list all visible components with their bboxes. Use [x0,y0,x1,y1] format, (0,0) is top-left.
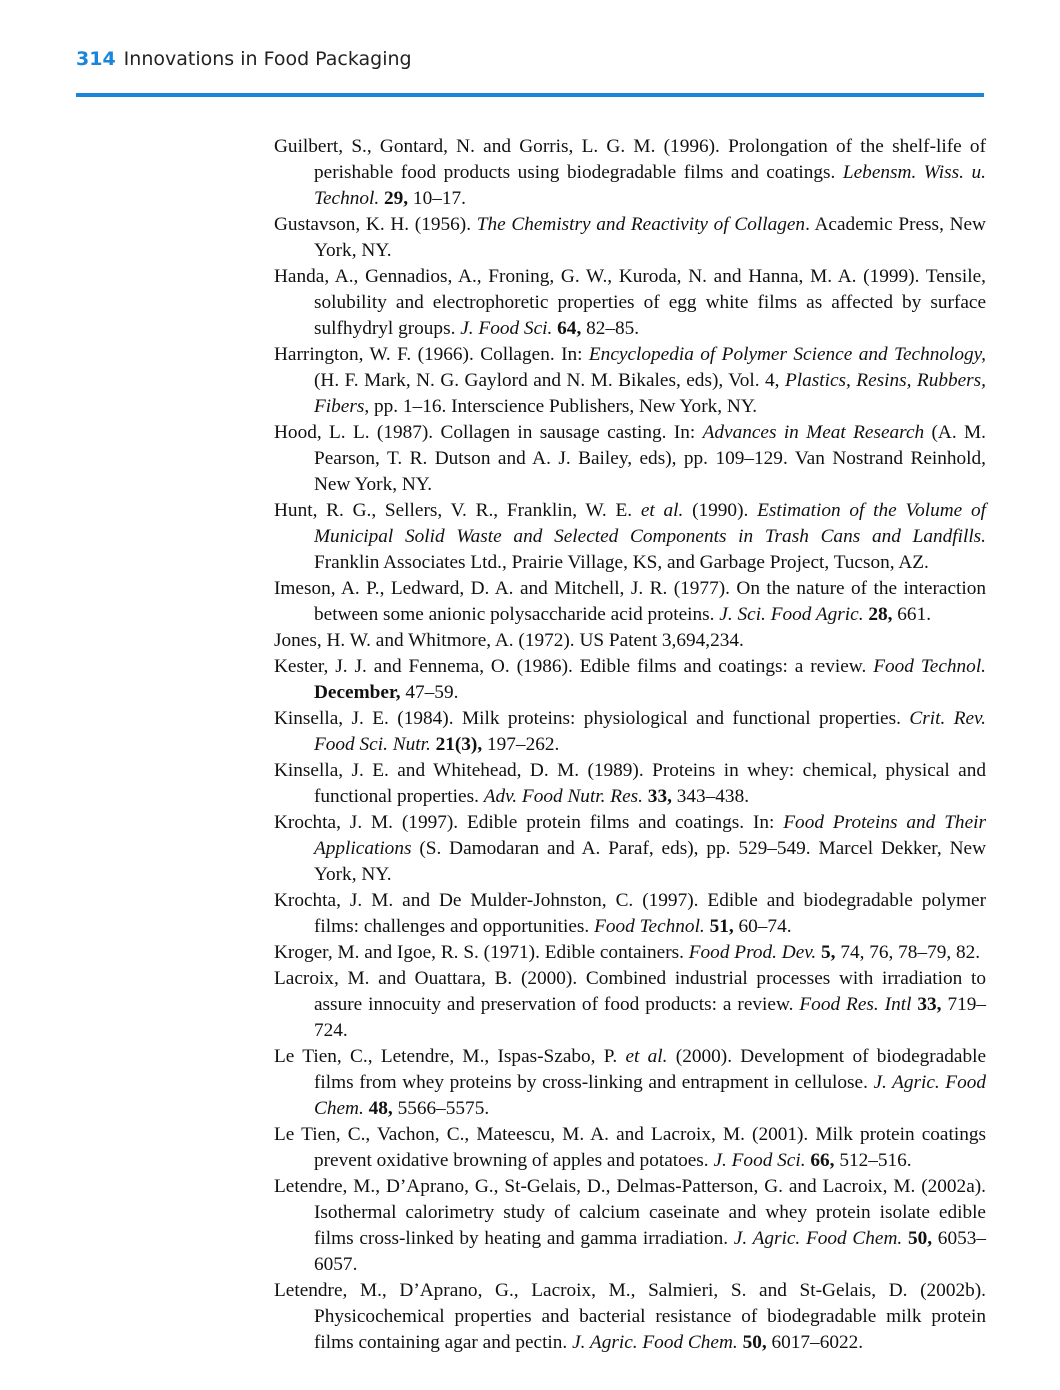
reference-text: Letendre, M., D’Aprano, G., Lacroix, M., Salmieri, S. and St-Gelais, D. (2002b). Physicochemical properties and bacterial resistance of biodegradable milk protein films containing agar and pectin. [274,1280,986,1353]
reference-text: Harrington, W. F. (1966). Collagen. In: [274,344,589,365]
reference-volume: 48, [368,1098,393,1119]
reference-text: Handa, A., Gennadios, A., Froning, G. W., Kuroda, N. and Hanna, M. A. (1999). Tensile, solubility and electrophoretic properties of egg white films as affected by surface sulfhydryl groups. [274,266,986,339]
page-number: 314 [76,48,116,70]
reference-text: (A. M. Pearson, T. R. Dutson and A. J. Bailey, eds), pp. 109–129. Van Nostrand Reinhold, New York, NY. [314,422,986,495]
reference-text: 47–59. [400,682,459,703]
reference-entry [274,628,986,654]
reference-volume: 29, [384,188,409,209]
reference-italic-text: Adv. Food Nutr. Res. [483,786,643,807]
reference-entry [274,966,986,1044]
reference-entry [274,264,986,342]
reference-entry [274,706,986,758]
reference-italic-text: Food Technol. [873,656,986,677]
reference-italic-text: Food Prod. Dev. [688,942,817,963]
reference-volume: 5, [821,942,836,963]
reference-entry [274,576,986,628]
reference-list [274,134,986,1356]
reference-italic-text: J. Food Sci. [713,1150,806,1171]
reference-italic-text: Food Technol. [594,916,705,937]
reference-italic-text: J. Agric. Food Chem. [572,1332,738,1353]
reference-text: 512–516. [834,1150,912,1171]
reference-entry [274,1122,986,1174]
reference-entry [274,1044,986,1122]
reference-text: Imeson, A. P., Ledward, D. A. and Mitchell, J. R. (1977). On the nature of the interaction between some anionic polysaccharide acid proteins. [274,578,986,625]
reference-text: (H. F. Mark, N. G. Gaylord and N. M. Bikales, eds), Vol. 4, [314,370,785,391]
reference-text: 5566–5575. [392,1098,490,1119]
reference-italic-text: J. Sci. Food Agric. [719,604,864,625]
book-title: Innovations in Food Packaging [123,48,412,70]
reference-text: 6017–6022. [766,1332,864,1353]
reference-text: . Academic Press, New York, NY. [314,214,986,261]
reference-text: 6053–6057. [314,1228,987,1275]
running-header [76,48,412,70]
reference-text: (S. Damodaran and A. Paraf, eds), pp. 529–549. Marcel Dekker, New York, NY. [314,838,986,885]
reference-text: Kinsella, J. E. (1984). Milk proteins: physiological and functional properties. [274,708,910,729]
reference-italic-text: Estimation of the Volume of Municipal Solid Waste and Selected Components in Trash Cans and Landfills. [314,500,986,547]
reference-volume: December, [314,682,401,703]
reference-text: (2000). Development of biodegradable films from whey proteins by cross-linking and entrapment in cellulose. [314,1046,987,1093]
reference-italic-text: Food Res. Intl [799,994,912,1015]
reference-text: 60–74. [733,916,792,937]
reference-italic-text: Food Proteins and Their Applications [314,812,986,859]
reference-volume: 64, [557,318,582,339]
reference-volume: 50, [742,1332,767,1353]
reference-text: Jones, H. W. and Whitmore, A. (1972). US Patent 3,694,234. [274,630,744,651]
reference-entry [274,1278,986,1356]
reference-text: 74, 76, 78–79, 82. [835,942,981,963]
reference-text: Hunt, R. G., Sellers, V. R., Franklin, W. E. [274,500,641,521]
reference-entry [274,888,986,940]
reference-entry [274,1174,986,1278]
reference-text: Kroger, M. and Igoe, R. S. (1971). Edible containers. [274,942,689,963]
reference-italic-text: Advances in Meat Research [702,422,925,443]
reference-volume: 28, [868,604,893,625]
reference-entry [274,758,986,810]
reference-volume: 33, [647,786,672,807]
reference-italic-text: J. Agric. Food Chem. [733,1228,903,1249]
reference-text: Letendre, M., D’Aprano, G., St-Gelais, D., Delmas-Patterson, G. and Lacroix, M. (2002a). Isothermal calorimetry study of calcium caseinate and whey protein isolate edible films cross-linked by heating and gamma irradiation. [274,1176,986,1249]
reference-volume: 33, [917,994,942,1015]
reference-text: (1990). [683,500,758,521]
reference-text: 197–262. [482,734,560,755]
reference-text: Lacroix, M. and Ouattara, B. (2000). Combined industrial processes with irradiation to assure innocuity and preservation of food products: a review. [274,968,986,1015]
reference-italic-text: J. Food Sci. [460,318,553,339]
reference-text: Krochta, J. M. and De Mulder-Johnston, C. (1997). Edible and biodegradable polymer films: challenges and opportunities. [274,890,986,937]
reference-text: 82–85. [581,318,640,339]
reference-italic-text: et al. [640,500,684,521]
reference-volume: 21(3), [435,734,483,755]
reference-text: Kester, J. J. and Fennema, O. (1986). Edible films and coatings: a review. [274,656,874,677]
reference-text: Gustavson, K. H. (1956). [274,214,477,235]
header-rule [76,93,984,97]
reference-text: , pp. 1–16. Interscience Publishers, New York, NY. [364,396,758,417]
reference-text: 719–724. [314,994,987,1041]
reference-volume: 51, [709,916,734,937]
reference-italic-text: Lebensm. Wiss. u. Technol. [314,162,986,209]
reference-entry [274,498,986,576]
reference-entry [274,654,986,706]
reference-entry [274,940,986,966]
reference-text: Hood, L. L. (1987). Collagen in sausage casting. In: [274,422,703,443]
reference-text: 343–438. [671,786,750,807]
reference-italic-text: Plastics, Resins, Rubbers, Fibers [314,370,986,417]
reference-text: Guilbert, S., Gontard, N. and Gorris, L. G. M. (1996). Prolongation of the shelf-life of perishable food products using biodegradable films and coatings. [274,136,986,183]
reference-text: Franklin Associates Ltd., Prairie Village, KS, and Garbage Project, Tucson, AZ. [314,552,929,573]
reference-volume: 50, [907,1228,933,1249]
reference-italic-text: et al. [625,1046,668,1067]
reference-volume: 66, [810,1150,835,1171]
reference-text: Le Tien, C., Vachon, C., Mateescu, M. A. and Lacroix, M. (2001). Milk protein coatings prevent oxidative browning of apples and potatoes. [274,1124,986,1171]
reference-text: 661. [892,604,932,625]
reference-italic-text: J. Agric. Food Chem. [314,1072,987,1119]
reference-italic-text: The Chemistry and Reactivity of Collagen [476,214,806,235]
reference-italic-text: Crit. Rev. Food Sci. Nutr. [314,708,986,755]
reference-entry [274,134,986,212]
reference-entry [274,212,986,264]
reference-entry [274,420,986,498]
reference-text: Le Tien, C., Letendre, M., Ispas-Szabo, P. [274,1046,626,1067]
reference-text: Kinsella, J. E. and Whitehead, D. M. (1989). Proteins in whey: chemical, physical and functional properties. [274,760,986,807]
reference-text: Krochta, J. M. (1997). Edible protein films and coatings. In: [274,812,784,833]
reference-entry [274,810,986,888]
reference-italic-text: Encyclopedia of Polymer Science and Technology, [588,344,986,365]
reference-text: 10–17. [408,188,466,209]
reference-entry [274,342,986,420]
